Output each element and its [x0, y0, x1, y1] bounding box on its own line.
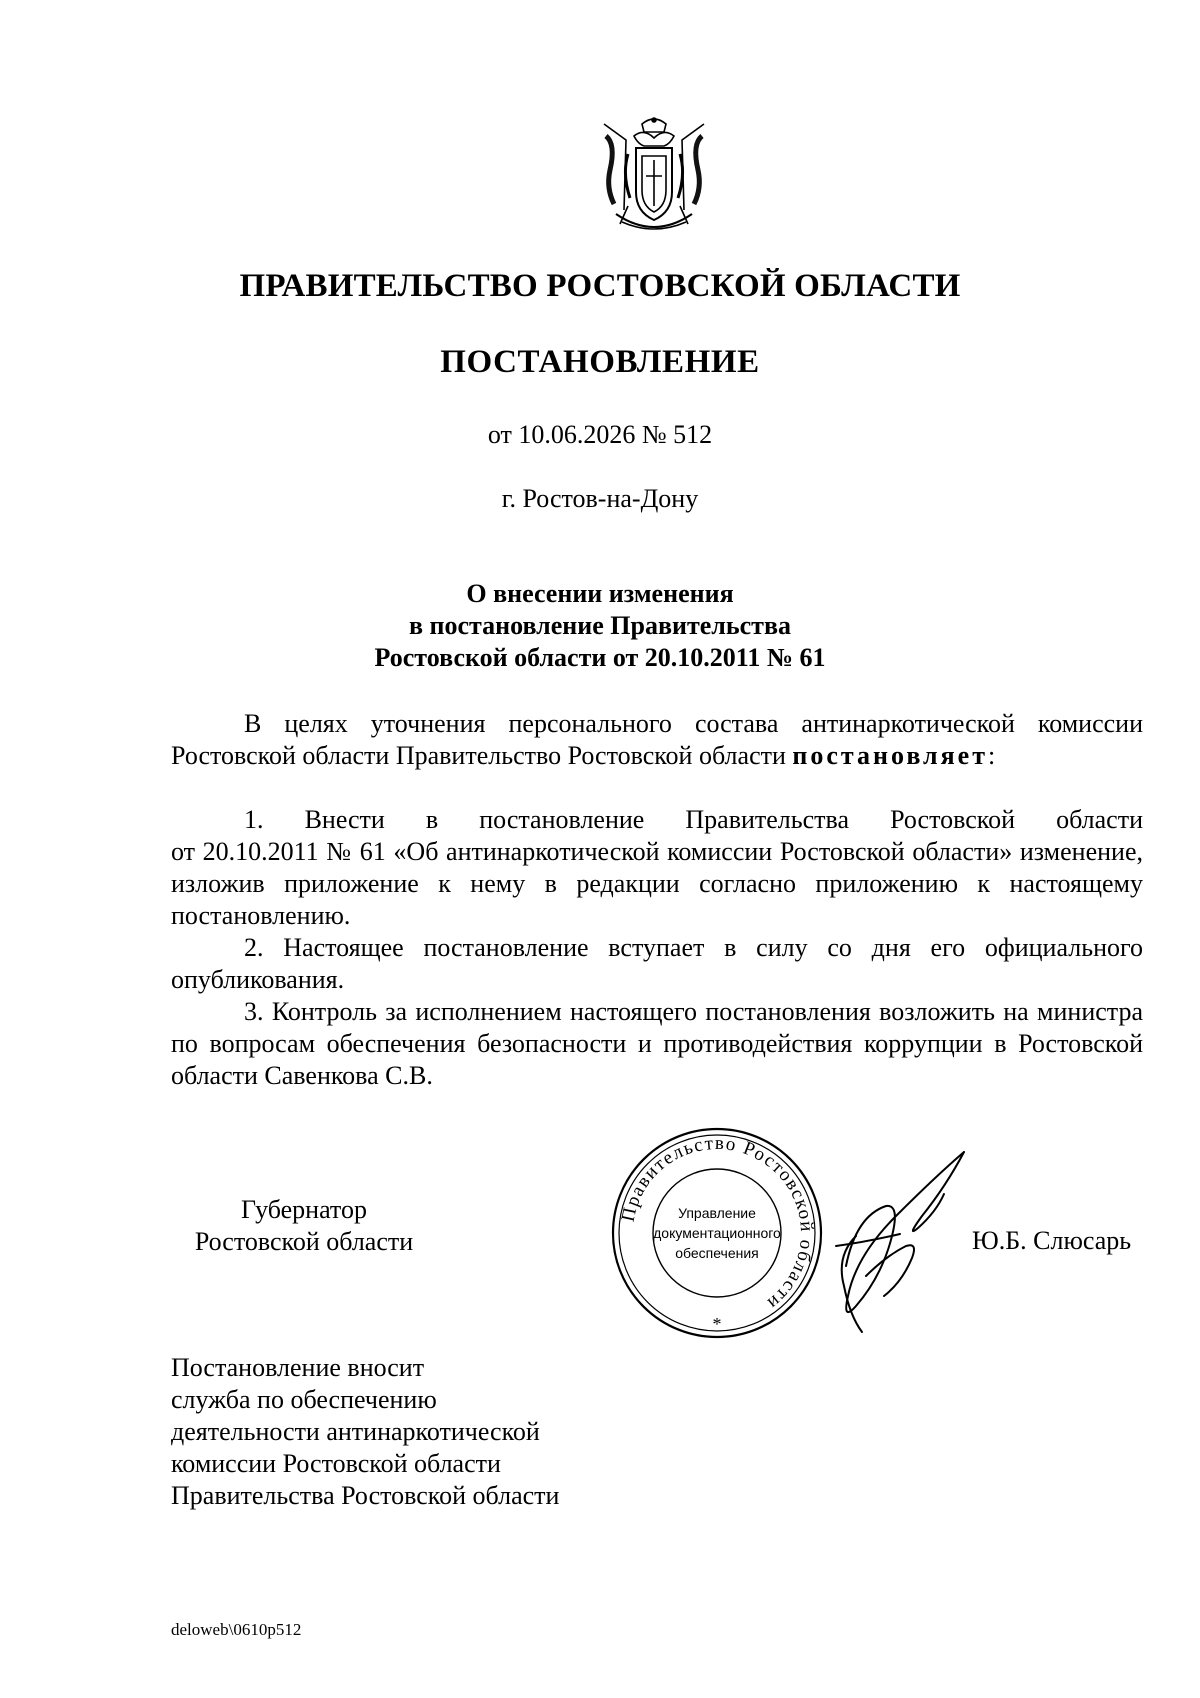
official-stamp [608, 1124, 826, 1342]
stamp-ring-text: Правительство Ростовской области [617, 1132, 818, 1315]
signatory-name: Ю.Б. Слюсарь [972, 1226, 1132, 1255]
submitter-line: деятельности антинаркотической [171, 1417, 540, 1446]
resolution-items [171, 804, 1143, 1092]
document-type: ПОСТАНОВЛЕНИЕ [440, 344, 760, 380]
footer-file-code: deloweb\0610p512 [171, 1620, 302, 1639]
submitter-line: Постановление вносит [171, 1353, 425, 1382]
submitter-line: Правительства Ростовской области [171, 1481, 560, 1510]
intro-text: В целях уточнения персонального состава антинаркотической комиссии Ростовской области Правительство Ростовской области [171, 709, 1143, 770]
intro-keyword: постановляет [792, 741, 988, 770]
subject-line: в постановление Правительства [408, 611, 791, 640]
submitter-block [171, 1352, 559, 1512]
subject-line: О внесении изменения [466, 579, 734, 608]
government-title: ПРАВИТЕЛЬСТВО РОСТОВСКОЙ ОБЛАСТИ [239, 268, 961, 304]
handwritten-signature [826, 1146, 974, 1338]
item-2-text: 2. Настоящее постановление вступает в силу со дня его официального опубликования. [171, 933, 1143, 994]
signatory-title-line: Губернатор [241, 1195, 367, 1224]
svg-text:Правительство Ростовской облас [618, 1133, 817, 1314]
subject-line: Ростовской области от 20.10.2011 № 61 [374, 643, 826, 672]
document-date-number: от 10.06.2026 № 512 [487, 420, 713, 449]
signatory-title-line: Ростовской области [194, 1227, 414, 1256]
intro-end: : [988, 741, 996, 770]
intro-paragraph [171, 708, 1143, 772]
item-1-first-line: 1. Внести в постановление Правительства Ростовской области [244, 805, 1143, 834]
coat-of-arms-icon [598, 114, 710, 240]
item-1-text: от 20.10.2011 № 61 «Об антинаркотической комиссии Ростовской области» изменение, изложив приложение к нему в редакции согласно приложению к настоящему постановлению. [171, 837, 1143, 930]
stamp-star: * [712, 1314, 722, 1334]
stamp-center-line: обеспечения [675, 1245, 759, 1261]
stamp-center-line: документационного [653, 1225, 781, 1241]
signatory-title [174, 1194, 434, 1258]
stamp-center-line: Управление [678, 1205, 756, 1221]
document-subject [0, 578, 1200, 674]
item-3-text: 3. Контроль за исполнением настоящего постановления возложить на министра по вопросам обеспечения безопасности и противодействия коррупции в Ростовской области Савенкова С.В. [171, 997, 1143, 1090]
submitter-line: комиссии Ростовской области [171, 1449, 501, 1478]
document-city: г. Ростов-на-Дону [501, 484, 699, 513]
submitter-line: служба по обеспечению [171, 1385, 437, 1414]
